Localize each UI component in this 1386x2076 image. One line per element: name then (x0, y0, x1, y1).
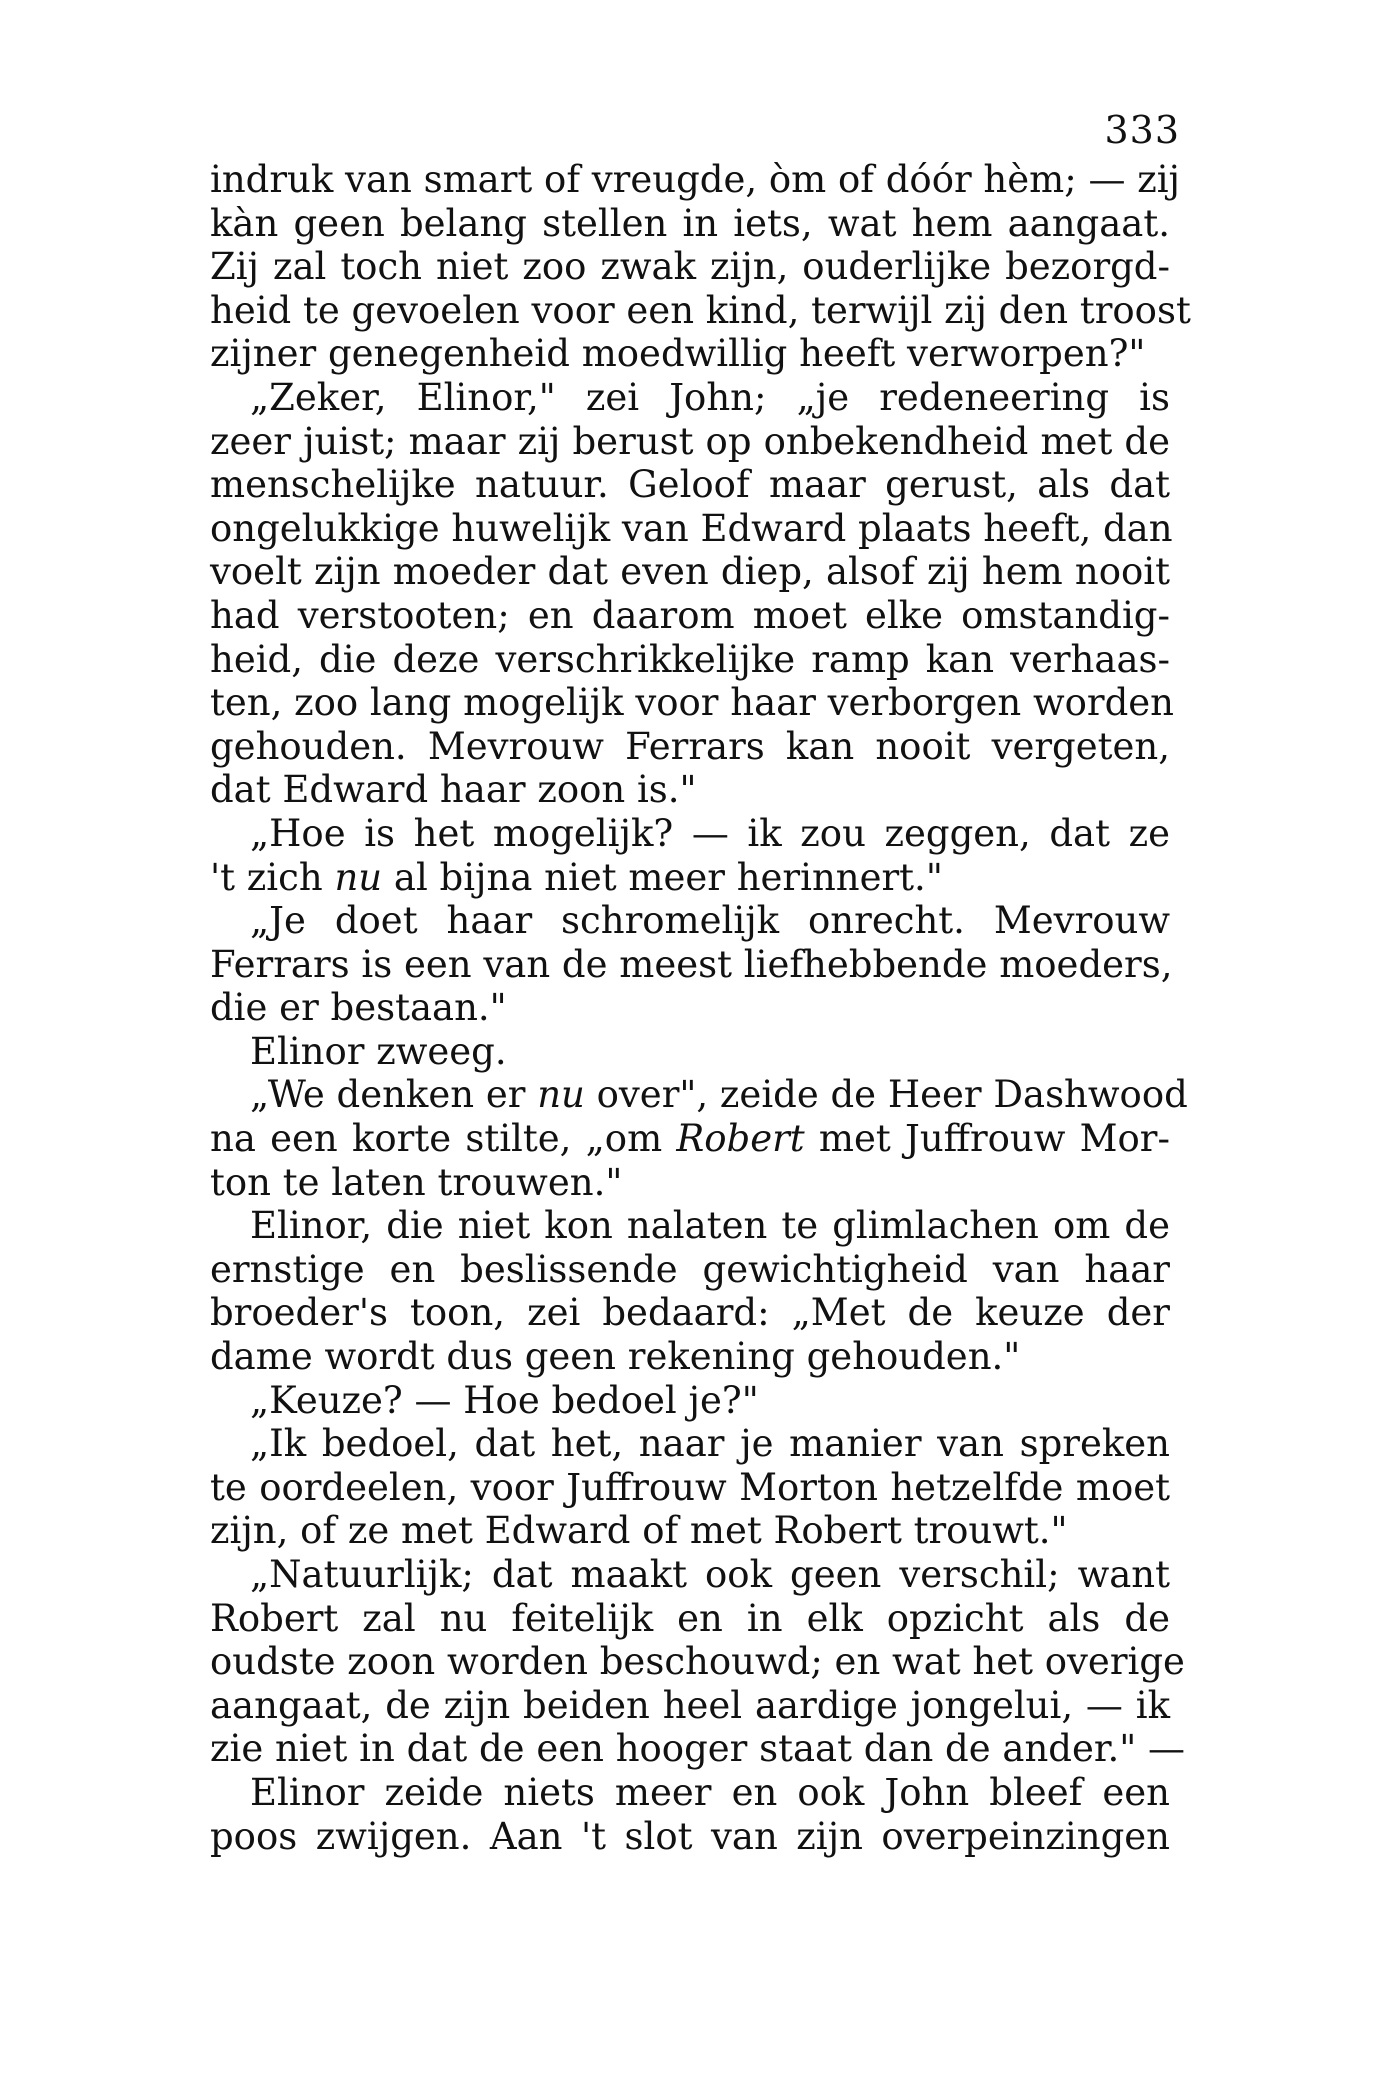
text-line: Robert zal nu feitelijk en in elk opzicht als de (210, 1596, 1170, 1640)
text-line: „Ik bedoel, dat het, naar je manier van spreken (250, 1422, 1170, 1466)
text-line: te oordeelen, voor Juffrouw Morton hetzelfde moet (210, 1465, 1170, 1509)
text-segment: na een korte stilte, „om (210, 1117, 677, 1161)
text-line: kàn geen belang stellen in iets, wat hem aangaat. (210, 201, 1170, 245)
text-line (210, 1117, 1170, 1161)
text-line: zie niet in dat de een hooger staat dan de ander." — (210, 1727, 1186, 1771)
text-line: poos zwijgen. Aan 't slot van zijn overpeinzingen (210, 1814, 1170, 1858)
text-line: dat Edward haar zoon is." (210, 768, 697, 812)
text-line: die er bestaan." (210, 986, 507, 1030)
text-line: had verstooten; en daarom moet elke omstandig- (210, 593, 1170, 637)
text-line: voelt zijn moeder dat even diep, alsof zij hem nooit (210, 550, 1170, 594)
page-number: 333 (1104, 108, 1180, 152)
text-line: ton te laten trouwen." (210, 1160, 623, 1204)
italic-text: nu (334, 855, 383, 899)
text-line: „Je doet haar schromelijk onrecht. Mevrouw (250, 899, 1170, 943)
text-segment: over", zeide de Heer Dashwood (584, 1073, 1188, 1117)
text-line: zijn, of ze met Edward of met Robert trouwt." (210, 1509, 1068, 1553)
text-line: „Keuze? — Hoe bedoel je?" (250, 1378, 759, 1422)
body-text (210, 158, 1191, 1858)
text-line: dame wordt dus geen rekening gehouden." (210, 1335, 1021, 1379)
text-line: oudste zoon worden beschouwd; en wat het overige (210, 1640, 1185, 1684)
text-line: ten, zoo lang mogelijk voor haar verborgen worden (210, 681, 1175, 725)
text-line: „Natuurlijk; dat maakt ook geen verschil; want (250, 1553, 1170, 1596)
text-line: gehouden. Mevrouw Ferrars kan nooit vergeten, (210, 724, 1170, 768)
text-line: heid te gevoelen voor een kind, terwijl zij den troost (210, 288, 1191, 332)
text-line (210, 1073, 1188, 1117)
text-segment: 't zich (210, 855, 335, 899)
text-line: indruk van smart of vreugde, òm of dóór hèm; — zij (210, 158, 1181, 201)
text-line: Ferrars is een van de meest liefhebbende moeders, (210, 942, 1173, 986)
text-line: Zij zal toch niet zoo zwak zijn, ouderlijke bezorgd- (210, 245, 1170, 289)
text-line: heid, die deze verschrikkelijke ramp kan verhaas- (210, 637, 1170, 681)
text-line: broeder's toon, zei bedaard: „Met de keuze der (210, 1291, 1170, 1335)
text-line: zijner genegenheid moedwillig heeft verworpen?" (210, 332, 1146, 376)
text-line: Elinor zeide niets meer en ook John bleef een (250, 1770, 1170, 1814)
text-line: Elinor zweeg. (250, 1029, 507, 1073)
italic-text: nu (537, 1073, 585, 1117)
text-segment: met Juffrouw Mor- (804, 1117, 1170, 1161)
text-line: zeer juist; maar zij berust op onbekendheid met de (210, 419, 1170, 463)
text-line: „Hoe is het mogelijk? — ik zou zeggen, dat ze (250, 811, 1170, 855)
text-line: ernstige en beslissende gewichtigheid van haar (210, 1247, 1170, 1291)
text-segment: al bijna niet meer herinnert." (382, 855, 943, 899)
text-line: ongelukkige huwelijk van Edward plaats heeft, dan (210, 506, 1173, 550)
text-line (210, 856, 1170, 900)
text-line: menschelijke natuur. Geloof maar gerust, als dat (210, 463, 1170, 507)
text-line: „Zeker, Elinor," zei John; „je redeneering is (250, 375, 1170, 419)
text-segment: „We denken er (250, 1073, 538, 1117)
text-line: Elinor, die niet kon nalaten te glimlachen om de (250, 1204, 1170, 1248)
text-line: aangaat, de zijn beiden heel aardige jongelui, — ik (210, 1683, 1170, 1727)
italic-text: Robert (676, 1117, 805, 1161)
